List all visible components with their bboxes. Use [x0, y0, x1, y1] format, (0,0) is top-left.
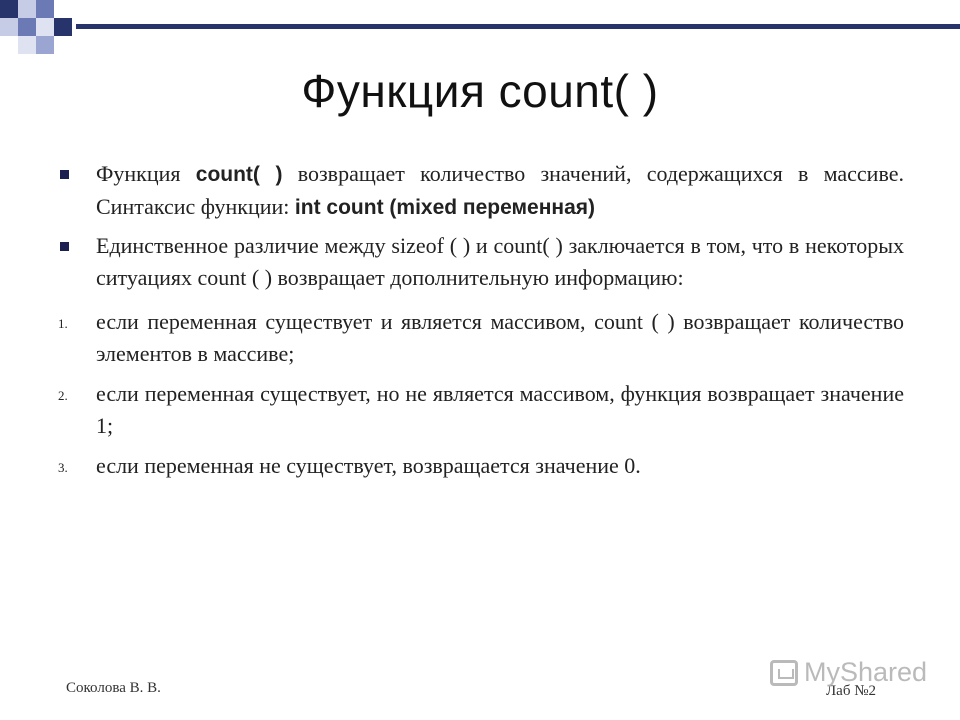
numbered-item	[58, 450, 904, 482]
item-number: 3.	[58, 460, 68, 475]
item-text: если переменная не существует, возвращается значение 0.	[96, 453, 641, 478]
slide-content	[58, 158, 904, 488]
item-number: 1.	[58, 316, 68, 331]
square-bullet-icon	[60, 242, 69, 251]
footer-lab-number: Лаб №2	[826, 683, 877, 699]
item-text: если переменная существует, но не является массивом, функция возвращает значение 1;	[96, 381, 904, 438]
numbered-item	[58, 378, 904, 442]
slide-title: Функция count( )	[301, 65, 659, 117]
watermark-text: MyShared	[804, 657, 928, 687]
header-rule	[76, 24, 960, 29]
item-number: 2.	[58, 388, 68, 403]
watermark-logo	[770, 657, 927, 688]
footer-author: Соколова В. В.	[66, 680, 161, 696]
item-text: если переменная существует и является массивом, count ( ) возвращает количество элементов в массиве;	[96, 309, 904, 366]
numbered-item	[58, 306, 904, 370]
bullet-item	[58, 158, 904, 224]
bullet-item	[58, 230, 904, 294]
bullet-text: Единственное различие между sizeof ( ) и count( ) заключается в том, что в некоторых ситуациях count ( ) возвращает дополнительную информацию:	[96, 233, 904, 290]
myshared-logo-icon	[770, 660, 798, 686]
square-bullet-icon	[60, 170, 69, 179]
bullet-text: Функция count( ) возвращает количество значений, содержащихся в массиве. Синтаксис функции: int count (mixed переменная)	[96, 161, 904, 219]
